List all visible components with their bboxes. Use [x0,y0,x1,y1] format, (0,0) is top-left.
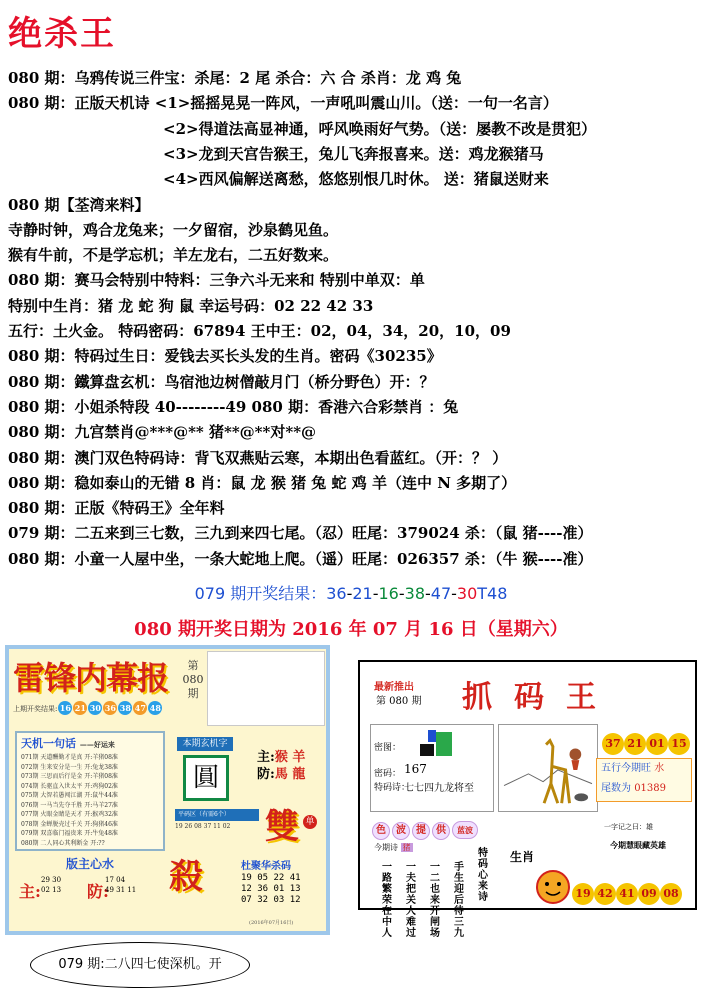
five-b-val: 01389 [634,783,666,794]
tianji-row: 077期 火眼金睛是天才 开:猴鸡32准 [21,811,118,818]
speech-bubble: 079 期:二八四七使深机。开 [30,942,250,988]
xuanji-char: 圓 [183,755,229,801]
tianji-title [17,733,163,753]
tianji-row: 078期 金蝉脱壳过千关 开:狗猪46准 [21,820,118,828]
tianji-title-text: 天机一句话 [21,737,76,750]
poster-left-head: 雷锋内幕报 [13,659,169,697]
draw-result [0,581,702,604]
five-b-label: 尾数为 [601,783,631,794]
banzhu-zhu-label: 主: [19,882,41,901]
result-separator: - [425,584,431,603]
zhu-label: 主: [257,750,275,765]
result-number: 16 [378,584,399,603]
result-separator: - [346,584,353,603]
content-line: <3>龙到天宫告猴王，兔儿飞奔报喜来。送：鸡龙猴猪马 [163,144,544,163]
content-line: 五行：土火金。 特码密码：67894 王中王：02，04，34，20，10，09 [8,322,511,340]
poster-left-footer: (2016年07月16日) [249,920,294,926]
page-title: 绝杀王 [8,14,116,54]
content-line: 080 期：九宫禁肖@***@** 猪**@**对**@ [8,423,317,442]
draw-ball: 30 [89,703,101,713]
verse-column: 特码心来诗 [478,848,488,903]
color-tag: 提 [412,822,430,840]
number-ball: 37 [602,733,624,755]
content-line: 080 期：赛马会特别中特料：三争六斗无来和 特别中单双：单 [8,271,425,290]
verse-column: 一二也来开闸场 [430,862,440,939]
five-elements-box [596,758,692,802]
code-value: 167 [404,762,427,776]
tianji-rows [17,753,163,848]
poster-right-new: 最新推出 [374,682,414,693]
draw-ball: 47 [134,703,146,713]
color-tag: 供 [432,822,450,840]
content-line: <2>得道法高显神通，呼风唤雨好气势。（送：屡教不改是贯犯） [163,119,597,138]
draw-date: 080 期开奖日期为 2016 年 07 月 16 日（星期六） [134,619,568,640]
verse-column: 手生迎后待三九 [454,862,464,939]
poster-left-issue: 第080期 [182,659,204,700]
draw-balls [57,705,162,713]
zhu-val: 猴 羊 [274,750,306,765]
draw-ball: 16 [59,703,71,713]
content-line: 080 期：正版《特码王》全年料 [8,499,225,518]
tianji-row: 079期 双喜临门福贵来 开:牛兔48准 [21,830,118,837]
content-line: 寺静时钟，鸡合龙兔来；一夕留宿，沙泉鹤见鱼。 [8,220,339,239]
sha-char: 殺 [169,857,203,897]
shengxiao-label: 生肖 [510,850,535,864]
content-line: 特别中生肖：猪 龙 蛇 狗 鼠 幸运号码：02 22 42 33 [8,296,374,315]
result-number: 38 [404,584,425,603]
number-ball: 09 [638,883,660,905]
poster-zhuama [358,660,697,939]
content-line: 079 期：二五来到三七数，三九到来四七尾。（忍）旺尾：379024 杀：（鼠 猪----准） [8,524,593,543]
pingma-values: 19 26 08 37 11 02 [175,823,231,830]
yizi-text: 一字记之曰：雄 [604,823,653,831]
banzhu-title: 版主心水 [65,857,114,871]
draw-ball: 38 [119,703,131,713]
five-a-label: 五行今期旺 [601,763,651,774]
result-separator: - [451,584,457,603]
tianji-sub: ——好运来 [79,740,115,749]
content-line: 080 期：澳门双色特码诗：背飞双燕贴云寒，本期出色看蓝红。（开：？ ） [8,448,508,467]
tianji-row: 072期 生来安分是一生 开:兔龙38准 [21,763,118,771]
result-number: 47 [430,584,452,603]
poster-left-draw [13,701,162,715]
content-line: 080 期：鐵算盘玄机：鸟宿池边树僧敲月门（桥分野色）开：？ [8,372,435,391]
content-line: 080 期：乌鸦传说三件宝：杀尾：2 尾 杀合：六 合 杀肖：龙 鸡 兔 [8,69,462,87]
result-separator: T48 [477,584,508,603]
tianji-row: 071期 天道酬勤才是真 开:羊猪08准 [21,754,118,761]
content-line: 080 期【荃湾来料】 [8,195,150,214]
fang-val: 馬 龍 [274,767,306,782]
content-line: 080 期：小姐杀特段 40--------49 080 期：香港六合彩禁肖 ：兔 [8,397,459,416]
banzhu-zhu-nums: 29 30 02 13 [41,876,62,894]
color-tag: 波 [392,822,410,840]
banzhu-fang-nums: 17 04 49 31 11 [105,876,137,894]
result-number: 21 [352,584,373,603]
number-ball: 08 [660,883,682,905]
jin-val: 猪 [402,843,411,852]
jinqi-text: 今期慧眼藏英雄 [610,840,666,850]
color-tag: 蓝波 [452,821,478,839]
number-ball: 21 [624,733,646,755]
poster-right-title: 抓码王 [462,680,618,715]
zhu-fang [257,749,305,783]
code-label: 密码： [374,769,402,779]
jin-shi [374,842,413,853]
verse-column: 一路繁荣在中人 [382,862,392,939]
draw-ball: 21 [74,703,86,713]
content-line: 080 期：正版天机诗 <1>摇摇晃晃一阵风，一声吼叫震山川。（送：一句一名言） [8,94,558,113]
draw-ball: 48 [149,703,161,713]
number-ball: 19 [572,883,594,905]
content-line: 080 期：特码过生日：爱钱去买长头发的生肖。密码《30235》 [8,347,442,366]
draw-ball: 36 [104,703,116,713]
fang-label: 防: [257,767,275,782]
tianji-column [15,731,165,851]
color-tags [372,818,480,840]
number-ball: 01 [646,733,668,755]
content-line: <4>西风偏解送离愁，悠悠别恨几时休。 送：猪鼠送财来 [163,170,549,189]
result-label: 079 期开奖结果： [194,584,327,603]
content-line: 猴有牛前，不是学忘机；羊左龙右，二五好数来。 [8,246,339,265]
number-ball: 41 [616,883,638,905]
result-number: 36 [326,584,347,603]
pingma-label: 平码区（有需6个） [175,809,259,821]
dan-badge: 单 [303,815,317,829]
tema-label: 特码诗： [374,783,411,793]
tianji-row: 073期 三思而后行是金 开:羊猪08准 [21,773,118,780]
tianji-row: 075期 大智若愚闯江湖 开:鼠牛44准 [21,792,118,799]
mima-label: 密图： [374,743,402,753]
color-tag: 色 [372,822,390,840]
tema-value: 七七四九龙将至 [404,783,474,794]
tianji-row: 076期 一马当先夺千胜 开:马羊27准 [21,801,118,809]
result-number: 30 [456,584,478,603]
tianji-row: 074期 长驱直入世太平 开:鸡狗02准 [21,782,118,790]
giraffe-picture-icon [498,724,598,812]
xuanji-title: 本期玄机字 [177,737,233,751]
verse-column: 一夫把关人难过 [406,862,416,939]
poster-right-balls [602,732,690,755]
mima-logo-icon [418,728,454,758]
du-sha-title: 杜聚华杀码 [241,861,291,872]
poster-right-issue: 第 080 期 [376,696,422,707]
number-ball: 42 [594,883,616,905]
du-sha-numbers: 19 05 22 41 12 36 01 13 07 32 03 12 [241,873,301,905]
draw-label: 上期开奖结果: [13,705,58,713]
five-a-val: 水 [654,763,665,774]
poster-right-balls-bottom [572,882,682,905]
jin-label: 今期诗 [374,843,398,852]
result-separator: - [398,584,405,603]
shuang-char: 雙 [265,807,299,847]
number-ball: 15 [668,733,690,755]
poster-left-blank-box [207,651,325,726]
poster-leifeng [5,645,330,935]
content-line: 080 期：稳如泰山的无错 8 肖：鼠 龙 猴 猪 兔 蛇 鸡 羊（连中 N 多期了） [8,473,517,492]
result-numbers [326,584,507,603]
cartoon-sun-icon [528,862,578,912]
content-line: 080 期：小童一人屋中坐，一条大蛇地上爬。（遥）旺尾：026357 杀：（牛 猴----准） [8,549,593,568]
banzhu-fang-label: 防: [87,882,109,901]
result-separator: - [372,584,379,603]
tianji-row: 080期 二人同心其利断金 开:?? [21,839,105,847]
